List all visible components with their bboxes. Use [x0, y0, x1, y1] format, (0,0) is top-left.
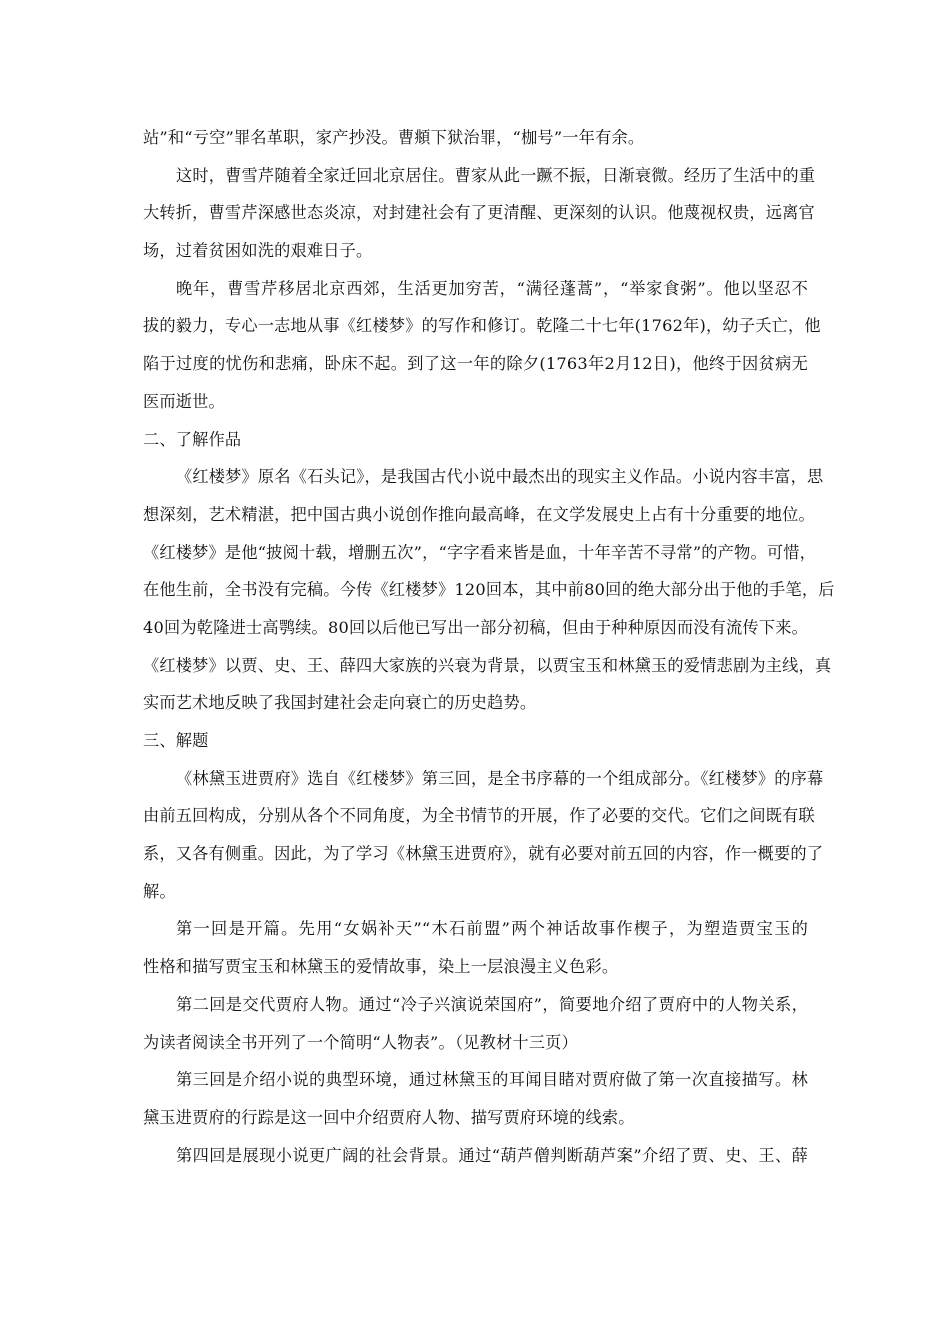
paragraph-line: 拔的毅力，专心一志地从事《红楼梦》的写作和修订。乾隆二十七年(1762年)，幼子夭亡，他	[143, 316, 821, 336]
paragraph-line: 黛玉进贾府的行踪是这一回中介绍贾府人物、描写贾府环境的线索。	[143, 1107, 635, 1127]
paragraph-line: 场，过着贫困如洗的艰难日子。	[143, 241, 373, 261]
paragraph-line: 性格和描写贾宝玉和林黛玉的爱情故事，染上一层浪漫主义色彩。	[143, 957, 619, 977]
paragraph-line: 医而逝世。	[143, 391, 225, 411]
document-body	[143, 119, 835, 1174]
paragraph-line: 解。	[143, 881, 176, 901]
paragraph-line: 在他生前，全书没有完稿。今传《红楼梦》120回本，其中前80回的绝大部分出于他的手笔，后	[143, 580, 835, 600]
paragraph-line: 实而艺术地反映了我国封建社会走向衰亡的历史趋势。	[143, 693, 537, 713]
paragraph-line: 系，又各有侧重。因此，为了学习《林黛玉进贾府》，就有必要对前五回的内容，作一概要的了	[143, 844, 824, 864]
section-heading: 二、了解作品	[143, 429, 242, 449]
paragraph-line: 第二回是交代贾府人物。通过“冷子兴演说荣国府”，简要地介绍了贾府中的人物关系，	[176, 994, 808, 1014]
paragraph-line: 《红楼梦》是他“披阅十载，增删五次”，“字字看来皆是血，十年辛苦不寻常”的产物。可惜，	[143, 542, 817, 562]
paragraph-line: 晚年，曹雪芹移居北京西郊，生活更加穷苦，“满径蓬蒿”，“举家食粥”。他以坚忍不	[176, 278, 808, 298]
paragraph-line: 想深刻，艺术精湛，把中国古典小说创作推向最高峰，在文学发展史上占有十分重要的地位。	[143, 504, 815, 524]
paragraph-line: 为读者阅读全书开列了一个简明“人物表”。（见教材十三页）	[143, 1032, 578, 1052]
paragraph-line: 第三回是介绍小说的典型环境，通过林黛玉的耳闻目睹对贾府做了第一次直接描写。林	[176, 1070, 808, 1090]
paragraph-continuation: 站”和“亏空”罪名革职，家产抄没。曹頫下狱治罪，“枷号”一年有余。	[143, 128, 645, 147]
paragraph-line: 第四回是展现小说更广阔的社会背景。通过“葫芦僧判断葫芦案”介绍了贾、史、王、薛	[176, 1145, 808, 1165]
paragraph-line: 陷于过度的忧伤和悲痛，卧床不起。到了这一年的除夕(1763年2月12日)，他终于因贫病无	[143, 354, 808, 374]
paragraph-line: 《红楼梦》原名《石头记》，是我国古代小说中最杰出的现实主义作品。小说内容丰富，思	[176, 467, 824, 487]
paragraph-line: 由前五回构成，分别从各个不同角度，为全书情节的开展，作了必要的交代。它们之间既有联	[143, 806, 815, 826]
paragraph-line: 大转折，曹雪芹深感世态炎凉，对封建社会有了更清醒、更深刻的认识。他蔑视权贵，远离官	[143, 203, 815, 223]
paragraph-line: 《红楼梦》以贾、史、王、薛四大家族的兴衰为背景，以贾宝玉和林黛玉的爱情悲剧为主线，真	[143, 655, 832, 675]
paragraph-line: 这时，曹雪芹随着全家迁回北京居住。曹家从此一蹶不振，日渐衰微。经历了生活中的重	[176, 165, 816, 185]
paragraph-line: 《林黛玉进贾府》选自《红楼梦》第三回，是全书序幕的一个组成部分。《红楼梦》的序幕	[176, 768, 824, 788]
section-heading: 三、解题	[143, 731, 209, 750]
paragraph-line: 40回为乾隆进士高鹗续。80回以后他已写出一部分初稿，但由于种种原因而没有流传下来。	[143, 617, 808, 637]
paragraph-line: 第一回是开篇。先用“女娲补天”“木石前盟”两个神话故事作楔子，为塑造贾宝玉的	[176, 919, 808, 939]
